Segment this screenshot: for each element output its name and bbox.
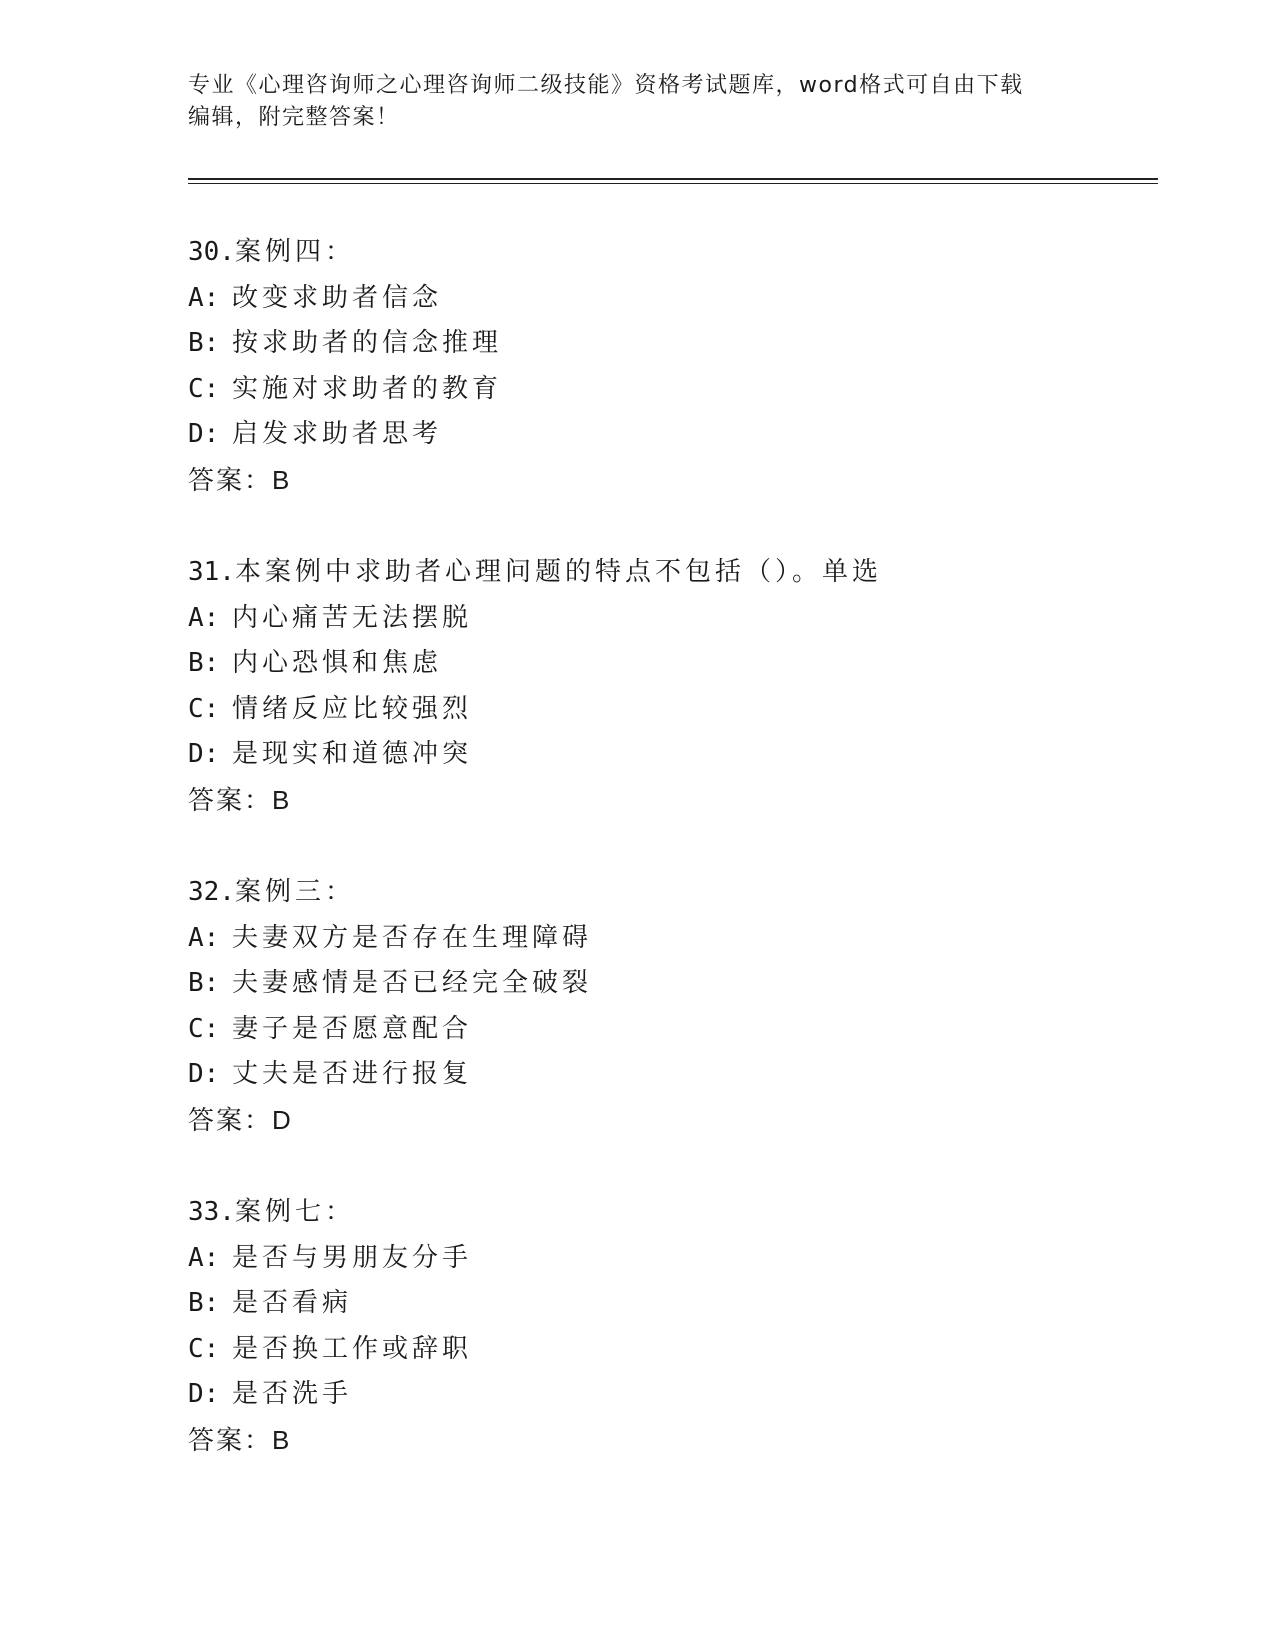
answer: [188, 1418, 1088, 1464]
option-b: [188, 321, 1088, 367]
option-text: 是现实和道德冲突: [232, 739, 473, 769]
option-key: B:: [188, 328, 220, 358]
option-key: D:: [188, 1059, 220, 1089]
question-stem: [188, 230, 1088, 276]
option-key: D:: [188, 739, 220, 769]
question-number: 32.: [188, 877, 235, 907]
option-b: [188, 1281, 1088, 1327]
answer: [188, 458, 1088, 504]
question-text: 案例三：: [234, 877, 355, 907]
option-c: [188, 687, 1088, 733]
answer-value: B: [272, 1424, 290, 1455]
option-a: [188, 596, 1088, 642]
option-text: 是否换工作或辞职: [232, 1333, 473, 1364]
option-text: 是否看病: [232, 1288, 353, 1318]
option-text: 妻子是否愿意配合: [232, 1013, 473, 1044]
question-stem: [188, 870, 1088, 916]
option-a: [188, 276, 1088, 322]
document-header: [188, 70, 1088, 134]
option-text: 丈夫是否进行报复: [232, 1059, 473, 1089]
answer-label: 答案：: [188, 465, 273, 496]
header-line-2: 编辑，附完整答案！: [188, 105, 400, 130]
option-a: [188, 1236, 1088, 1282]
option-key: C:: [188, 373, 220, 404]
answer-label: 答案：: [188, 785, 273, 816]
option-key: A:: [188, 922, 220, 953]
option-key: D:: [188, 419, 220, 449]
question-stem: [188, 550, 1088, 596]
option-text: 夫妻双方是否存在生理障碍: [232, 922, 593, 953]
option-b: [188, 961, 1088, 1007]
answer-value: B: [272, 784, 290, 815]
option-text: 按求助者的信念推理: [232, 328, 503, 358]
question-text: 本案例中求助者心理问题的特点不包括（）。单选: [234, 557, 882, 587]
question-31: [188, 550, 1088, 823]
option-d: [188, 1372, 1088, 1418]
option-d: [188, 1052, 1088, 1098]
option-text: 情绪反应比较强烈: [232, 693, 473, 724]
option-c: [188, 1327, 1088, 1373]
answer-value: B: [272, 464, 290, 495]
question-30: [188, 230, 1088, 503]
question-text: 案例四：: [234, 237, 355, 267]
option-text: 改变求助者信念: [232, 282, 443, 313]
option-text: 内心痛苦无法摆脱: [232, 602, 473, 633]
option-key: A:: [188, 1242, 220, 1273]
answer: [188, 1098, 1088, 1144]
option-d: [188, 732, 1088, 778]
question-number: 31.: [188, 557, 235, 587]
answer-label: 答案：: [188, 1425, 273, 1456]
option-c: [188, 1007, 1088, 1053]
option-text: 是否与男朋友分手: [232, 1242, 473, 1273]
question-number: 33.: [188, 1197, 235, 1227]
option-key: C:: [188, 1013, 220, 1044]
question-text: 案例七：: [234, 1197, 355, 1227]
option-b: [188, 641, 1088, 687]
option-key: B:: [188, 1288, 220, 1318]
option-text: 内心恐惧和焦虑: [232, 648, 443, 678]
option-key: A:: [188, 282, 220, 313]
header-line-1: 专业《心理咨询师之心理咨询师二级技能》资格考试题库，word格式可自由下载: [188, 73, 1024, 98]
answer: [188, 778, 1088, 824]
question-33: [188, 1190, 1088, 1463]
option-a: [188, 916, 1088, 962]
option-text: 是否洗手: [232, 1379, 353, 1409]
question-number: 30.: [188, 237, 235, 267]
question-32: [188, 870, 1088, 1143]
option-text: 启发求助者思考: [232, 419, 443, 449]
answer-label: 答案：: [188, 1105, 273, 1136]
option-key: C:: [188, 1333, 220, 1364]
option-c: [188, 367, 1088, 413]
option-key: B:: [188, 968, 220, 998]
option-d: [188, 412, 1088, 458]
option-key: D:: [188, 1379, 220, 1409]
header-divider-thin: [188, 183, 1158, 184]
option-key: A:: [188, 602, 220, 633]
answer-value: D: [272, 1104, 291, 1135]
option-text: 夫妻感情是否已经完全破裂: [232, 968, 593, 998]
option-key: C:: [188, 693, 220, 724]
question-stem: [188, 1190, 1088, 1236]
option-key: B:: [188, 648, 220, 678]
option-text: 实施对求助者的教育: [232, 373, 503, 404]
header-divider-thick: [188, 178, 1158, 180]
